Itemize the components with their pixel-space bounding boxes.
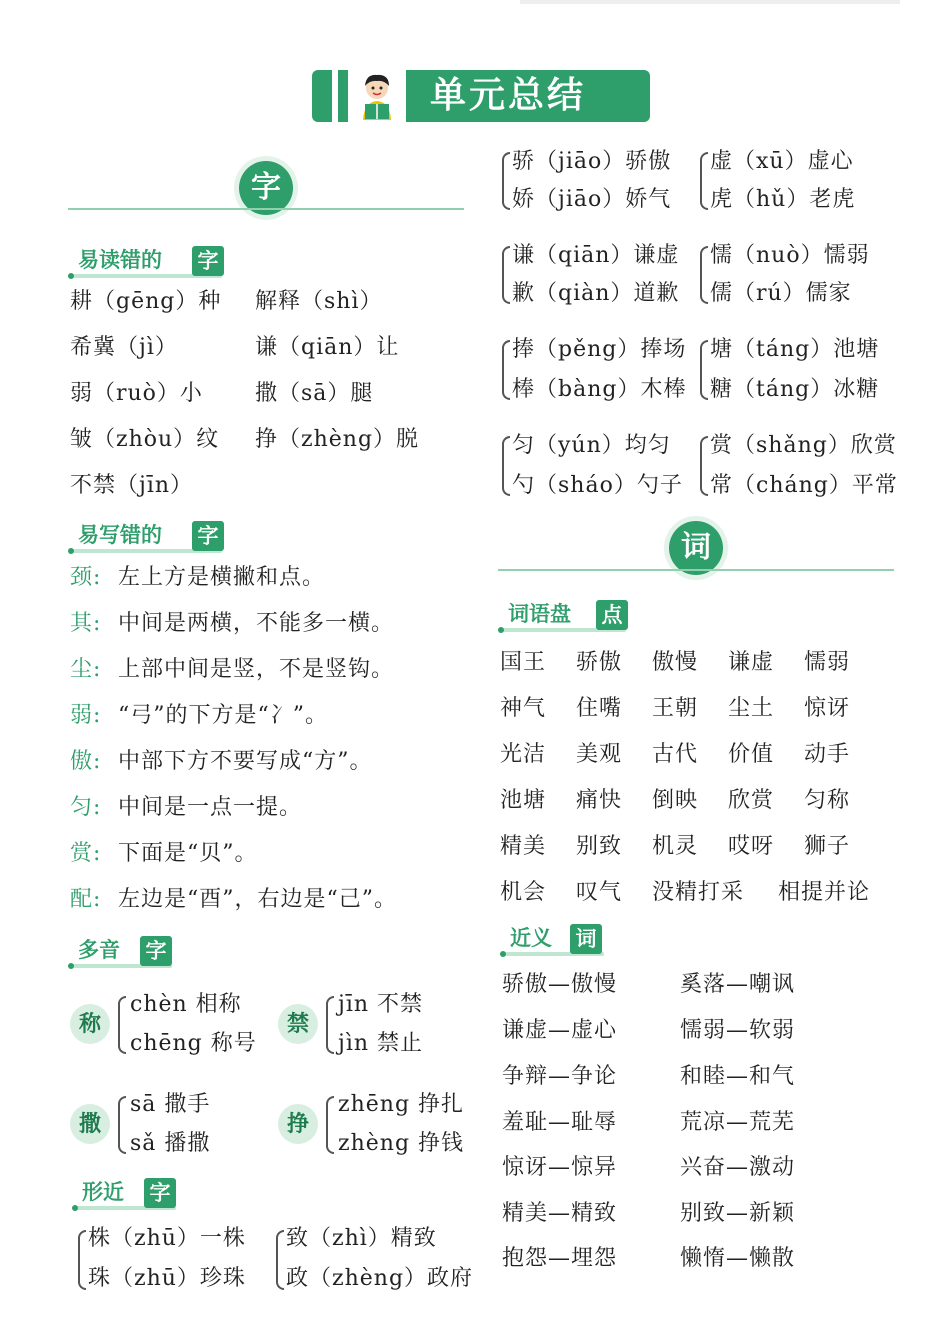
pandian-label: 词语盘 [508,602,571,626]
word: 动手 [804,742,851,767]
zi-section-badge [234,156,298,220]
top-decoration [520,0,900,4]
duoyin-subheader [68,936,178,966]
yixie-char: 其: [70,611,102,636]
yidu-item: 不禁（jīn） [70,473,194,498]
xingjin-item: 虎（hǔ）老虎 [710,187,856,212]
yixie-char: 尘: [70,657,102,682]
zi-divider [68,208,464,210]
duoyin-label: 多音 [78,938,120,962]
yixie-char: 傲: [70,749,102,774]
duoyin-reading: zhēng 挣扎 [338,1092,465,1117]
xingjin-item: 政（zhèng）政府 [286,1266,474,1291]
yidu-item: 撒（sā）腿 [255,381,374,406]
subheader-dot [498,627,504,633]
yidu-item: 耕（gēng）种 [70,289,222,314]
xingjin-item: 致（zhì）精致 [286,1226,437,1251]
synonym-pair: 懒惰—懒散 [680,1246,796,1271]
brace [118,1096,126,1154]
yixie-text: 中间是一点一提。 [118,795,303,820]
xingjin-item: 捧（pěng）捧场 [512,337,687,362]
word: 神气 [500,696,547,721]
brace [276,1230,284,1290]
word: 欣赏 [728,788,775,813]
synonym-pair: 惊讶—惊异 [502,1155,618,1180]
yixie-char: 颈: [70,565,102,590]
yixie-char: 匀: [70,795,102,820]
synonym-pair: 懦弱—软弱 [680,1018,796,1043]
xingjin-item: 棒（bàng）木棒 [512,377,687,402]
word: 尘土 [728,696,775,721]
xingjin-item: 儒（rú）儒家 [710,281,852,306]
duoyin-reading: zhèng 挣钱 [338,1131,465,1156]
duoyin-reading: chēng 称号 [130,1031,257,1056]
synonym-pair: 荒凉—荒芜 [680,1110,796,1135]
unit-summary-header [312,70,650,122]
xingjin-item: 常（cháng）平常 [710,473,898,498]
yixie-text: 中间是两横，不能多一横。 [118,611,395,636]
word: 匀称 [804,788,851,813]
yidu-label: 易读错的 [78,248,162,272]
zi-badge-text: 字 [239,161,293,215]
synonym-pair: 兴奋—激动 [680,1155,796,1180]
word: 池塘 [500,788,547,813]
synonym-pair: 奚落—嘲讽 [680,972,796,997]
synonym-pair: 羞耻—耻辱 [502,1110,618,1135]
word: 住嘴 [576,696,623,721]
yixie-box: 字 [192,521,224,551]
word: 倒映 [652,788,699,813]
duoyin-reading: sā 撒手 [130,1092,211,1117]
word: 别致 [576,834,623,859]
xingjin-item: 匀（yún）均匀 [512,433,671,458]
duoyin-char-bubble: 称 [70,1004,110,1044]
xingjin-item: 勺（sháo）勺子 [512,473,683,498]
xingjin-item: 赏（shǎng）欣赏 [710,433,897,458]
synonym-pair: 骄傲—傲慢 [502,972,618,997]
ci-badge-text: 词 [669,521,723,575]
yixie-text: 左边是“酉”，右边是“己”。 [118,887,397,912]
brace [502,436,510,496]
duoyin-reading: sǎ 播撒 [130,1131,211,1156]
jinyi-label: 近义 [510,926,552,950]
word: 精美 [500,834,547,859]
brace [326,996,334,1054]
subheader-dot [68,548,74,554]
yidu-item: 解释（shì） [255,289,383,314]
xingjin-label: 形近 [82,1180,124,1204]
xingjin-item: 珠（zhū）珍珠 [88,1266,246,1291]
xingjin-item: 懦（nuò）懦弱 [710,243,870,268]
synonym-pair: 精美—精致 [502,1201,618,1226]
subheader-dot [500,951,506,957]
word: 光洁 [500,742,547,767]
duoyin-char-bubble: 挣 [278,1104,318,1144]
word: 机会 [500,880,547,905]
word: 相提并论 [778,880,871,905]
yidu-subheader [68,246,228,276]
subheader-dot [68,273,74,279]
brace [502,340,510,400]
word: 美观 [576,742,623,767]
word: 狮子 [804,834,851,859]
header-bar-left-2 [338,70,348,122]
brace [78,1230,86,1290]
yixie-text: 下面是“贝”。 [118,841,258,866]
reading-child-icon [348,70,406,122]
duoyin-char-bubble: 撒 [70,1104,110,1144]
word: 价值 [728,742,775,767]
word: 惊讶 [804,696,851,721]
word: 骄傲 [576,650,623,675]
xingjin-item: 骄（jiāo）骄傲 [512,149,672,174]
pandian-subheader [498,600,632,630]
duoyin-box: 字 [140,936,172,966]
jinyi-box: 词 [570,924,602,954]
yixie-text: 左上方是横撇和点。 [118,565,326,590]
synonym-pair: 争辩—争论 [502,1064,618,1089]
xingjin-item: 株（zhū）一株 [88,1226,246,1251]
word: 古代 [652,742,699,767]
duoyin-reading: jīn 不禁 [338,992,424,1017]
jinyi-subheader [500,924,610,954]
yixie-label: 易写错的 [78,523,162,547]
yixie-text: 中部下方不要写成“方”。 [118,749,373,774]
synonym-pair: 别致—新颖 [680,1201,796,1226]
yidu-item: 谦（qiān）让 [255,335,400,360]
brace [118,996,126,1054]
duoyin-char-bubble: 禁 [278,1004,318,1044]
word: 哎呀 [728,834,775,859]
xingjin-item: 虚（xū）虚心 [710,149,854,174]
xingjin-item: 塘（táng）池塘 [710,337,880,362]
yidu-item: 弱（ruò）小 [70,381,203,406]
yidu-box: 字 [192,246,224,276]
duoyin-reading: jìn 禁止 [338,1031,424,1056]
brace [326,1096,334,1154]
ci-divider [498,569,894,571]
brace [700,340,708,400]
word: 谦虚 [728,650,775,675]
pandian-box: 点 [596,600,628,630]
word: 没精打采 [652,880,745,905]
subheader-dot [72,1205,78,1211]
yixie-char: 配: [70,887,102,912]
yixie-text: 上部中间是竖，不是竖钩。 [118,657,395,682]
word: 王朝 [652,696,699,721]
brace [700,152,708,210]
word: 懦弱 [804,650,851,675]
synonym-pair: 和睦—和气 [680,1064,796,1089]
word: 国王 [500,650,547,675]
yixie-text: “弓”的下方是“冫”。 [118,703,328,728]
word: 机灵 [652,834,699,859]
xingjin-subheader [72,1178,182,1208]
xingjin-box: 字 [144,1178,176,1208]
word: 痛快 [576,788,623,813]
header-bar-left [312,70,332,122]
yixie-subheader [68,521,228,551]
yidu-item: 皱（zhòu）纹 [70,427,220,452]
subheader-dot [68,963,74,969]
brace [502,152,510,210]
xingjin-item: 娇（jiāo）娇气 [512,187,672,212]
yixie-char: 赏: [70,841,102,866]
brace [700,246,708,304]
synonym-pair: 抱怨—埋怨 [502,1246,618,1271]
word: 傲慢 [652,650,699,675]
xingjin-item: 谦（qiān）谦虚 [512,243,680,268]
header-title: 单元总结 [406,70,650,122]
yidu-item: 希冀（jì） [70,335,178,360]
xingjin-item: 糖（táng）冰糖 [710,377,880,402]
yixie-char: 弱: [70,703,102,728]
xingjin-item: 歉（qiàn）道歉 [512,281,680,306]
duoyin-reading: chèn 相称 [130,992,242,1017]
brace [700,436,708,496]
synonym-pair: 谦虚—虚心 [502,1018,618,1043]
word: 叹气 [576,880,623,905]
yidu-item: 挣（zhèng）脱 [255,427,420,452]
brace [502,246,510,304]
